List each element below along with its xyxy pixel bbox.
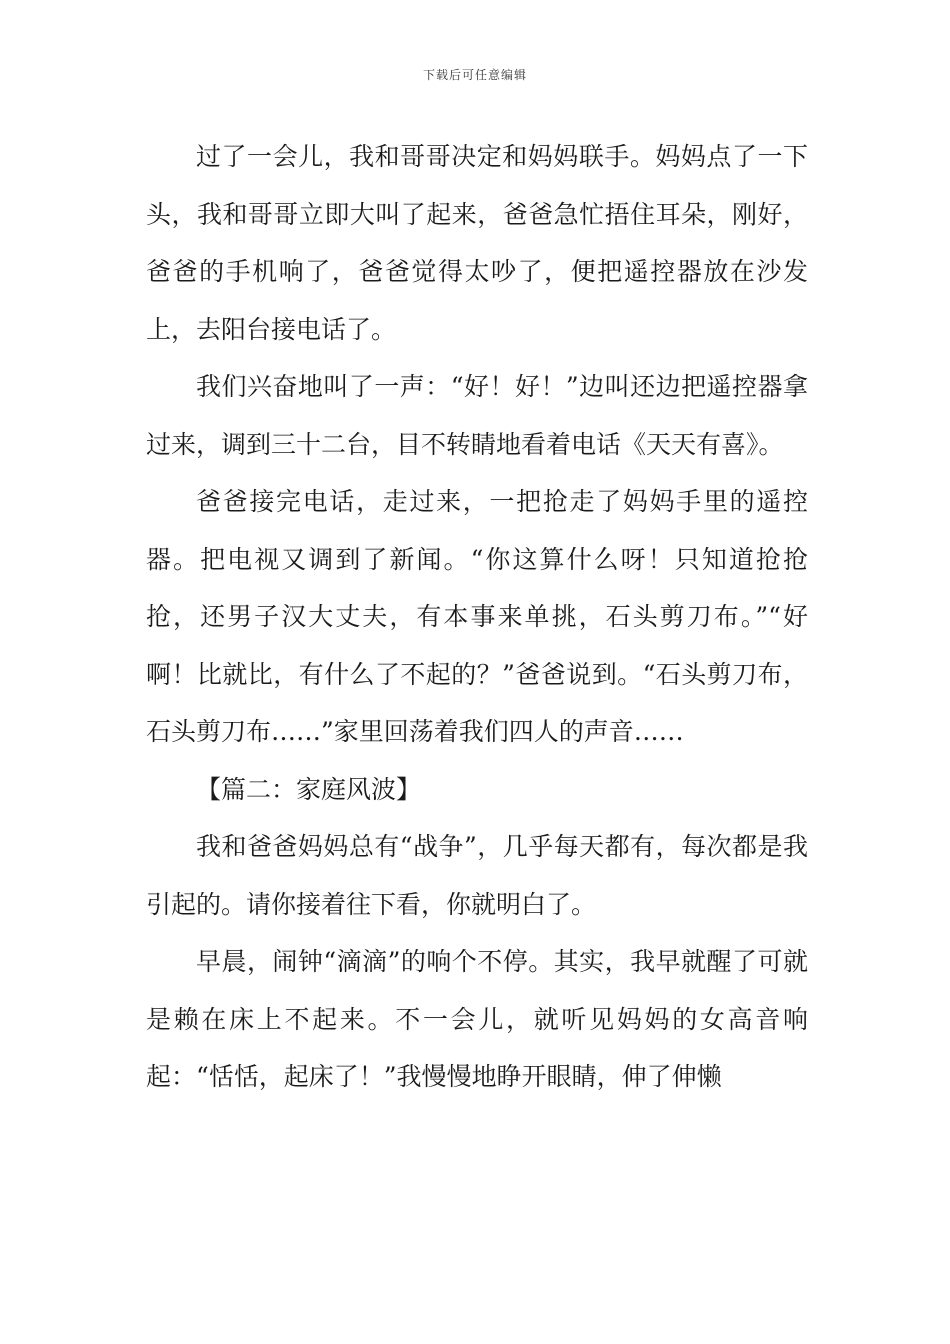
paragraph: 过了一会儿，我和哥哥决定和妈妈联手。妈妈点了一下头，我和哥哥立即大叫了起来，爸爸急忙捂住耳朵，刚好，爸爸的手机响了，爸爸觉得太吵了，便把遥控器放在沙发上，去阳台接电话了。 xyxy=(146,142,808,344)
document-body xyxy=(146,128,808,1106)
section-heading: 【篇二：家庭风波】 xyxy=(196,774,422,804)
page-header: 下载后可任意编辑 xyxy=(422,68,527,82)
paragraph: 早晨，闹钟“滴滴”的响个不停。其实，我早就醒了可就是赖在床上不起来。不一会儿，就听见妈妈的女高音响起：“恬恬，起床了！”我慢慢地睁开眼睛，伸了伸懒 xyxy=(146,947,808,1091)
paragraph: 我和爸爸妈妈总有“战争”，几乎每天都有，每次都是我引起的。请你接着往下看，你就明白了。 xyxy=(146,832,808,919)
paragraph: 爸爸接完电话，走过来，一把抢走了妈妈手里的遥控器。把电视又调到了新闻。“你这算什么呀！只知道抢抢抢，还男子汉大丈夫，有本事来单挑，石头剪刀布。”“好啊！比就比，有什么了不起的？”爸爸说到。“石头剪刀布，石头剪刀布……”家里回荡着我们四人的声音…… xyxy=(146,487,808,746)
paragraph: 我们兴奋地叫了一声：“好！好！”边叫还边把遥控器拿过来，调到三十二台，目不转睛地看着电话《天天有喜》。 xyxy=(146,372,808,459)
